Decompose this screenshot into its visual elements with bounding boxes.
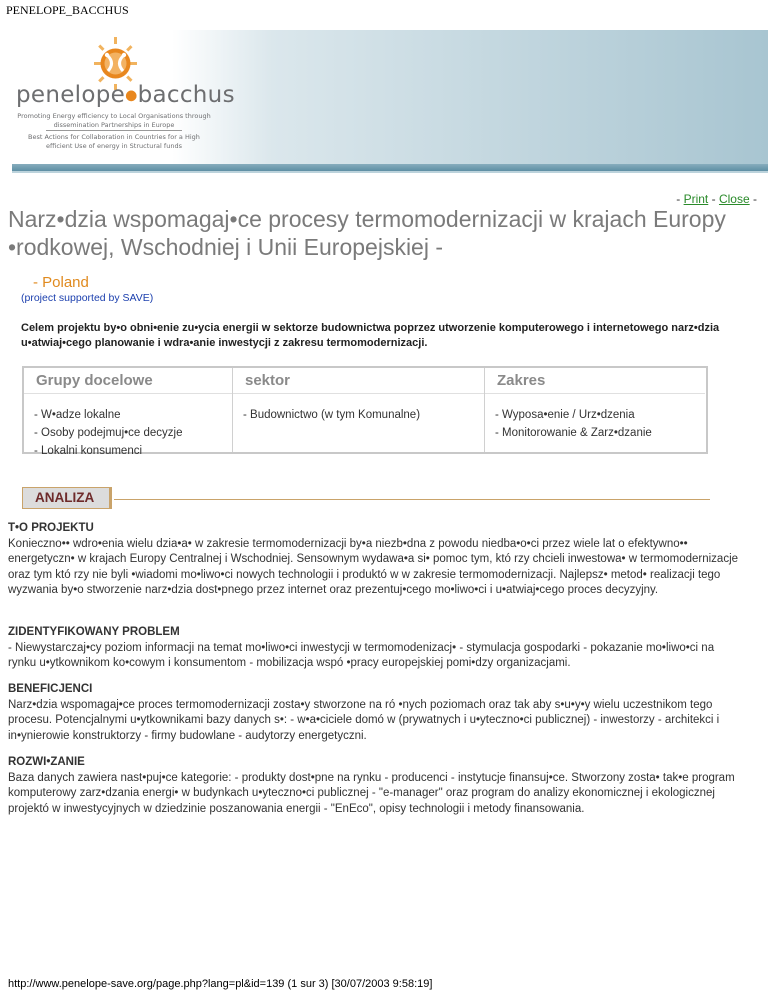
- logo-ray: [94, 62, 101, 65]
- close-link[interactable]: Close: [718, 192, 750, 206]
- block-solution: [8, 755, 743, 817]
- table-column-target-groups: [24, 368, 233, 457]
- banner-stripe-light: [12, 171, 768, 173]
- block-heading: T•O PROJEKTU: [8, 522, 94, 534]
- country-label: - Poland: [33, 274, 89, 291]
- list-item: - Monitorowanie & Zarz•dzanie: [495, 427, 652, 439]
- column-header: Zakres: [497, 372, 546, 389]
- support-note: (project supported by SAVE): [21, 292, 154, 304]
- banner-stripe: [12, 164, 768, 171]
- logo-ray: [114, 37, 117, 44]
- logo-ray: [126, 45, 132, 51]
- column-header: sektor: [245, 372, 291, 389]
- list-item: - Wyposa•enie / Urz•dzenia: [495, 409, 635, 421]
- section-header-analiza: [22, 487, 710, 509]
- intro-text: Celem projektu by•o obni•enie zu•ycia energii w sektorze budownictwa poprzez utworzenie komputerowego i internetowego narz•dzia u•atwiaj•cego planowanie i wdra•anie inwestycji z zakresu termomodernizacji.: [21, 322, 720, 349]
- logo-ray: [98, 44, 104, 50]
- block-beneficiaries: [8, 682, 743, 744]
- logo-tagline-2: Best Actions for Collaboration in Countries for a High efficient Use of energy in Structural funds: [28, 133, 200, 150]
- block-project-background: [8, 521, 743, 599]
- block-text: Konieczno•• wdro•enia wielu dzia•a• w zakresie termomodernizacji by•a niezb•dna z powodu niedba•o•ci przez wiele lat o efektywno•• energetyczn• w krajach Europy Centralnej i Wschodniej. Sensownym wydawa•a si• pomoc tym, któ rzy chcieli inwestowa• w termomodernizacje oraz tym któ rzy nie byli •wiadomi mo•liwo•ci nowych technologii i produktó w w zakresie termomodernizacji. Najlepsz• metod• realizacji tego wyzwania by•o stworzenie narz•dzia dost•pnego przez internet oraz prezentuj•cego mo•liwo•ci i u•atwiaj•cego proces decyzyjny.: [8, 537, 739, 596]
- logo-tagline-1: Promoting Energy efficiency to Local Organisations through dissemination Partnerships in Europe: [17, 112, 211, 129]
- page-title: Narz•dzia wspomagaj•ce procesy termomodernizacji w krajach Europy •rodkowej, Wschodniej i Unii Europejskiej -: [8, 206, 726, 260]
- list-item: - Osoby podejmuj•ce decyzje: [34, 427, 183, 439]
- top-links: - Print - Close -: [676, 192, 757, 206]
- list-item: - Lokalni konsumenci: [34, 445, 143, 457]
- logo-ray: [130, 62, 137, 65]
- list-item: - Budownictwo (w tym Komunalne): [243, 409, 421, 421]
- list-item: - W•adze lokalne: [34, 409, 121, 421]
- block-heading: ROZWI•ZANIE: [8, 756, 85, 768]
- page-footer-url: http://www.penelope-save.org/page.php?lang=pl&id=139 (1 sur 3) [30/07/2003 9:58:19]: [8, 978, 433, 990]
- block-heading: BENEFICJENCI: [8, 683, 93, 695]
- logo-ray: [126, 75, 132, 81]
- logo-divider: [46, 130, 182, 131]
- table-column-sector: [233, 368, 485, 452]
- block-identified-problem: [8, 625, 743, 672]
- block-text: - Niewystarczaj•cy poziom informacji na temat mo•liwo•ci inwestycji w termomodenizacj• - stymulacja gospodarki - pokazanie mo•liwo•ci na rynku u•ytkownikom ko•cowym i konsumentom - mobilizacja wspó •pracy europejskiej pomi•dzy organizacjami.: [8, 641, 715, 669]
- block-heading: ZIDENTYFIKOWANY PROBLEM: [8, 626, 180, 638]
- block-text: Baza danych zawiera nast•puj•ce kategorie: - produkty dost•pne na rynku - producenci - instytucje finansuj•ce. Stworzony zosta• tak•e program komputerowy zarz•dzania energi• w budynkach u•yteczno•ci publicznej - "e-manager" oraz program do analizy ekonomicznej i ekologicznej projektó w inwestycyjnych w dziedzinie poszanowania energii - "EnEco", opisy technologii i metody finansowania.: [8, 771, 735, 815]
- logo-wordmark: penelope●bacchus: [16, 82, 235, 108]
- table-column-scope: [485, 368, 705, 452]
- block-text: Narz•dzia wspomagaj•ce proces termomodernizacji zosta•y stworzone na ró •nych poziomach oraz tak aby s•u•y•y wielu uczestnikom tego procesu. Potencjalnymi u•ytkownikami bazy danych s•: - w•a•ciciele domó w (prywatnych i u•yteczno•ci publicznej) - inwestorzy - architekci i in•ynierowie konstruktorzy - firmy budowlane - audytorzy energetyczni.: [8, 698, 720, 742]
- print-link[interactable]: Print: [683, 192, 709, 206]
- section-rule: [114, 499, 710, 500]
- section-label: ANALIZA: [22, 487, 112, 509]
- page-header: PENELOPE_BACCHUS: [6, 3, 129, 17]
- summary-table: [22, 366, 708, 457]
- column-header: Grupy docelowe: [36, 372, 153, 389]
